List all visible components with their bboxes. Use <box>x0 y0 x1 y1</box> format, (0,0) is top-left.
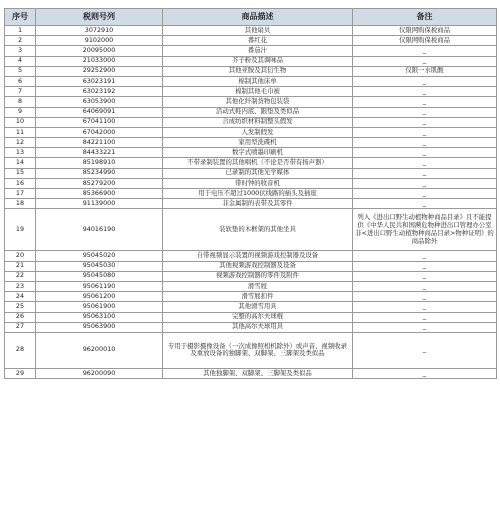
cell-desc: 用于电压不超过1000伏线路的插头及插座 <box>163 189 353 199</box>
cell-note: _ <box>353 281 497 291</box>
table-row <box>5 56 497 66</box>
cell-desc: 数字式喷墨印刷机 <box>163 148 353 158</box>
table-row <box>5 332 497 368</box>
cell-code: 63023191 <box>36 76 163 86</box>
table-row <box>5 292 497 302</box>
cell-desc: 专用于摄影摄像设备（一次成像照相机除外）或声音、视频收录及重放设备的独脚架、双脚架、三脚架及类似品 <box>163 332 353 368</box>
cell-desc: 棉制其他毛巾被 <box>163 87 353 97</box>
cell-note: _ <box>353 368 497 378</box>
cell-code: 95061200 <box>36 292 163 302</box>
cell-code: 67042000 <box>36 127 163 137</box>
cell-note: 仅限网购保税商品 <box>353 26 497 36</box>
cell-code: 63053900 <box>36 97 163 107</box>
cell-note: _ <box>353 107 497 117</box>
cell-note: _ <box>353 56 497 66</box>
cell-note: _ <box>353 168 497 178</box>
cell-code: 95045020 <box>36 251 163 261</box>
cell-note: _ <box>353 46 497 56</box>
cell-desc: 番红花 <box>163 36 353 46</box>
cell-seq: 26 <box>5 312 36 322</box>
cell-seq: 7 <box>5 87 36 97</box>
table-row <box>5 148 497 158</box>
cell-code: 95045030 <box>36 261 163 271</box>
cell-seq: 28 <box>5 332 36 368</box>
table-row <box>5 312 497 322</box>
cell-note: _ <box>353 148 497 158</box>
cell-note: _ <box>353 292 497 302</box>
table-row <box>5 209 497 251</box>
cell-note: _ <box>353 117 497 127</box>
cell-seq: 19 <box>5 209 36 251</box>
cell-code: 29252900 <box>36 66 163 76</box>
table-row <box>5 281 497 291</box>
cell-code: 20095000 <box>36 46 163 56</box>
cell-code: 9102000 <box>36 36 163 46</box>
cell-desc: 人发制假发 <box>163 127 353 137</box>
cell-note: _ <box>353 199 497 209</box>
cell-desc: 其他亚胺及其衍生物 <box>163 66 353 76</box>
cell-desc: 番茄汁 <box>163 46 353 56</box>
table-row <box>5 46 497 56</box>
cell-desc: 棉制其他床单 <box>163 76 353 86</box>
cell-seq: 23 <box>5 281 36 291</box>
table-row <box>5 178 497 188</box>
cell-code: 94016190 <box>36 209 163 251</box>
cell-desc: 自带视频显示装置的视频游戏控制器及设备 <box>163 251 353 261</box>
cell-note: _ <box>353 271 497 281</box>
cell-note: _ <box>353 87 497 97</box>
cell-seq: 22 <box>5 271 36 281</box>
cell-note: _ <box>353 178 497 188</box>
cell-seq: 29 <box>5 368 36 378</box>
header-seq: 序号 <box>5 9 36 26</box>
table-row <box>5 117 497 127</box>
table-header-row <box>5 9 497 26</box>
cell-note: _ <box>353 251 497 261</box>
cell-seq: 6 <box>5 76 36 86</box>
cell-seq: 10 <box>5 117 36 127</box>
table-row <box>5 87 497 97</box>
cell-desc: 装软垫的木框架的其他坐具 <box>163 209 353 251</box>
cell-code: 85366900 <box>36 189 163 199</box>
cell-seq: 15 <box>5 168 36 178</box>
cell-desc: 视频游戏控制器的零件及附件 <box>163 271 353 281</box>
cell-seq: 16 <box>5 178 36 188</box>
cell-note: 仅限一水肌酸 <box>353 66 497 76</box>
header-code: 税则号列 <box>36 9 163 26</box>
cell-desc: 家用型洗碟机 <box>163 138 353 148</box>
cell-seq: 11 <box>5 127 36 137</box>
cell-code: 67041100 <box>36 117 163 127</box>
cell-note: _ <box>353 76 497 86</box>
cell-note: _ <box>353 261 497 271</box>
cell-note: _ <box>353 312 497 322</box>
cell-desc: 其他滑雪用具 <box>163 302 353 312</box>
cell-code: 21033000 <box>36 56 163 66</box>
cell-seq: 21 <box>5 261 36 271</box>
cell-code: 91139000 <box>36 199 163 209</box>
table-row <box>5 199 497 209</box>
cell-seq: 17 <box>5 189 36 199</box>
table-body <box>5 26 497 379</box>
cell-desc: 带时钟的收音机 <box>163 178 353 188</box>
cell-code: 85279200 <box>36 178 163 188</box>
cell-code: 85234990 <box>36 168 163 178</box>
table-row <box>5 36 497 46</box>
cell-desc: 已录制的其他光学媒体 <box>163 168 353 178</box>
table-row <box>5 76 497 86</box>
table-row <box>5 127 497 137</box>
table-row <box>5 261 497 271</box>
cell-note: _ <box>353 138 497 148</box>
table-row <box>5 97 497 107</box>
table-row <box>5 368 497 378</box>
cell-desc: 芥子粉及其调味品 <box>163 56 353 66</box>
table-row <box>5 271 497 281</box>
cell-note: _ <box>353 189 497 199</box>
cell-seq: 12 <box>5 138 36 148</box>
table-row <box>5 322 497 332</box>
cell-seq: 3 <box>5 46 36 56</box>
cell-note: 列入《进出口野生动植物种商品目录》且不能提供《中华人民共和国濒危物种进出口管理办公室非<进出口野生动植物种商品目录>物种证明》的商品除外 <box>353 209 497 251</box>
table-row <box>5 302 497 312</box>
cell-desc: 其他高尔夫球用具 <box>163 322 353 332</box>
cell-note: _ <box>353 127 497 137</box>
cell-desc: 不带录制装置的其他唱机（不论是否带有扬声器） <box>163 158 353 168</box>
cell-seq: 24 <box>5 292 36 302</box>
cell-code: 96200090 <box>36 368 163 378</box>
cell-seq: 4 <box>5 56 36 66</box>
cell-seq: 5 <box>5 66 36 76</box>
cell-code: 95061900 <box>36 302 163 312</box>
cell-note: 仅限网购保税商品 <box>353 36 497 46</box>
header-desc: 商品描述 <box>163 9 353 26</box>
tariff-table <box>4 8 497 379</box>
cell-code: 95061190 <box>36 281 163 291</box>
cell-code: 84433221 <box>36 148 163 158</box>
table-row <box>5 189 497 199</box>
cell-desc: 完整的高尔夫球棍 <box>163 312 353 322</box>
cell-desc: 滑雪屐扣件 <box>163 292 353 302</box>
cell-code: 95063900 <box>36 322 163 332</box>
cell-code: 84221100 <box>36 138 163 148</box>
cell-desc: 合成纺织材料制整头假发 <box>163 117 353 127</box>
cell-code: 64069091 <box>36 107 163 117</box>
cell-seq: 20 <box>5 251 36 261</box>
cell-seq: 1 <box>5 26 36 36</box>
cell-desc: 其他化纤制货物包装袋 <box>163 97 353 107</box>
cell-seq: 14 <box>5 158 36 168</box>
cell-desc: 滑雪屐 <box>163 281 353 291</box>
cell-code: 95045080 <box>36 271 163 281</box>
table-row <box>5 251 497 261</box>
table-row <box>5 158 497 168</box>
table-row <box>5 66 497 76</box>
cell-code: 96200010 <box>36 332 163 368</box>
cell-seq: 2 <box>5 36 36 46</box>
table-row <box>5 168 497 178</box>
cell-desc: 非金属制的表带及其零件 <box>163 199 353 209</box>
cell-desc: 活动式鞋内底、跟垫及类似品 <box>163 107 353 117</box>
cell-note: _ <box>353 302 497 312</box>
header-note: 备注 <box>353 9 497 26</box>
cell-note: _ <box>353 322 497 332</box>
cell-seq: 18 <box>5 199 36 209</box>
cell-seq: 9 <box>5 107 36 117</box>
cell-note: _ <box>353 158 497 168</box>
cell-seq: 8 <box>5 97 36 107</box>
cell-seq: 27 <box>5 322 36 332</box>
cell-desc: 其他视频游戏控制器及设备 <box>163 261 353 271</box>
cell-desc: 其他独脚架、双脚架、三脚架及类似品 <box>163 368 353 378</box>
table-row <box>5 107 497 117</box>
cell-code: 3072910 <box>36 26 163 36</box>
cell-note: _ <box>353 97 497 107</box>
cell-seq: 13 <box>5 148 36 158</box>
cell-code: 63023192 <box>36 87 163 97</box>
cell-code: 95063100 <box>36 312 163 322</box>
table-row <box>5 138 497 148</box>
cell-desc: 其他扇贝 <box>163 26 353 36</box>
cell-note: _ <box>353 332 497 368</box>
tariff-table-container <box>4 8 496 379</box>
cell-seq: 25 <box>5 302 36 312</box>
table-row <box>5 26 497 36</box>
cell-code: 85198910 <box>36 158 163 168</box>
